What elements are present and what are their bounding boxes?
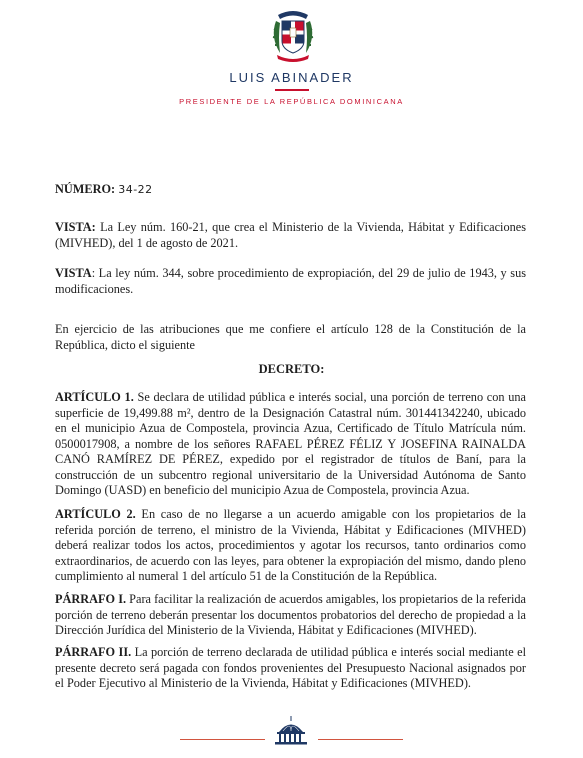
letterhead	[0, 0, 583, 120]
national-palace-dome-icon	[273, 716, 309, 746]
vista-paragraph-2	[55, 266, 526, 297]
decreto-heading: DECRETO:	[258, 362, 325, 376]
vista-text-2: : La ley núm. 344, sobre procedimiento de expropiación, del 29 de julio de 1943, y sus modificaciones.	[55, 266, 526, 296]
articulo-1	[55, 390, 526, 499]
articulo-2	[55, 507, 526, 585]
vista-label-1: VISTA:	[55, 220, 96, 234]
articulo-2-text: En caso de no llegarse a un acuerdo amigable con los propietarios de la referida porción de terreno, el ministro de la Vivienda, Hábitat y Edificaciones (MIVHED) deberá realizar todos los actos, procedimientos y agotar los recursos, tanto ordinarios como extraordinarios, de acuerdo con las leyes, para obtener la expropiación del mismo, dando pleno cumplimiento al numeral 1 del artículo 51 de la Constitución de la República.	[55, 507, 526, 583]
footer	[0, 712, 583, 752]
vista-paragraph-1	[55, 220, 526, 251]
footer-line-right	[318, 739, 403, 740]
president-title: PRESIDENTE DE LA REPÚBLICA DOMINICANA	[179, 97, 404, 106]
president-name: LUIS ABINADER	[229, 70, 354, 85]
parrafo-2	[55, 645, 526, 692]
decree-number	[55, 182, 153, 197]
vista-text-1: La Ley núm. 160-21, que crea el Ministerio de la Vivienda, Hábitat y Edificaciones (MIVHED), del 1 de agosto de 2021.	[55, 220, 526, 250]
parrafo-2-label: PÁRRAFO II.	[55, 645, 132, 659]
articulo-2-label: ARTÍCULO 2.	[55, 507, 136, 521]
parrafo-1-text: Para facilitar la realización de acuerdos amigables, los propietarios de la referida porción de terreno deberán presentar los documentos probatorios del derecho de propiedad a la Dirección Jurídica del Ministerio de la Vivienda, Hábitat y Edificaciones (MIVHED).	[55, 592, 526, 637]
vista-label-2: VISTA	[55, 266, 92, 280]
ejercicio-paragraph: En ejercicio de las atribuciones que me confiere el artículo 128 de la Constitución de la República, dicto el siguiente	[55, 322, 526, 352]
parrafo-1-label: PÁRRAFO I.	[55, 592, 127, 606]
footer-line-left	[180, 739, 265, 740]
articulo-1-label: ARTÍCULO 1.	[55, 390, 134, 404]
parrafo-2-text: La porción de terreno declarada de utilidad pública e interés social mediante el presente decreto será pagada con fondos provenientes del Presupuesto Nacional asignados por el Poder Ejecutivo al Ministerio de la Vivienda, Hábitat y Edificaciones (MIVHED).	[55, 645, 526, 690]
articulo-1-text: Se declara de utilidad pública e interés social, una porción de terreno con una superficie de 19,499.88 m², dentro de la Designación Catastral núm. 301441342240, ubicado en el municipio Azua de Compostela, provincia Azua, Certificado de Título Matrícula núm. 0500017908, a nombre de los señores RAFAEL PÉREZ FÉLIZ Y JOSEFINA RAINALDA CANÓ RAMÍREZ DE PÉREZ, expedido por el registrador de títulos de Baní, para la construcción de un subcentro regional universitario de la Universidad Autónoma de Santo Domingo (UASD) en beneficio del municipio Azua de Compostela, provincia Azua.	[55, 390, 527, 497]
name-underline	[275, 89, 309, 91]
decree-number-value: 34-22	[118, 183, 153, 196]
parrafo-1	[55, 592, 526, 639]
decree-number-label: NÚMERO:	[55, 182, 116, 196]
coat-of-arms-icon	[268, 7, 318, 63]
